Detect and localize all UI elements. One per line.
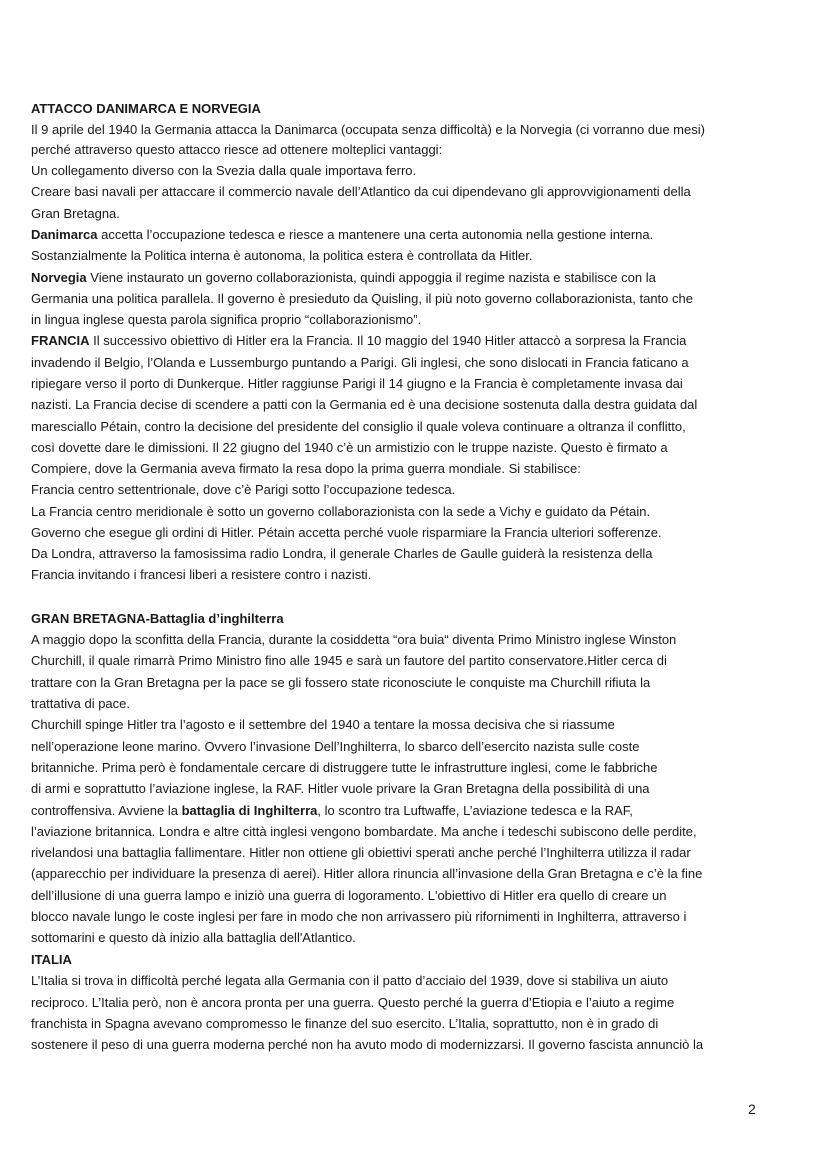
line-text: (apparecchio per individuare la presenza di aerei). Hitler allora rinuncia all’invasione della Gran Bretagna e c’è la fine	[31, 866, 703, 881]
bold-term: Danimarca	[31, 227, 98, 242]
text-line	[31, 995, 674, 1011]
text-line	[31, 546, 652, 562]
line-text: trattare con la Gran Bretagna per la pace se gli fossero state riconosciute le conquiste ma Churchill rifiuta la	[31, 675, 651, 690]
text-line	[31, 419, 686, 435]
line-text: Viene instaurato un governo collaborazionista, quindi appoggia il regime nazista e stabilisce con la	[86, 270, 656, 285]
line-text: L’Italia si trova in difficoltà perché legata alla Germania con il patto d’acciaio del 1939, dove si stabiliva un aiuto	[31, 973, 669, 988]
line-text: perché attraverso questo attacco riesce ad ottenere molteplici vantaggi:	[31, 142, 443, 157]
text-line	[31, 227, 653, 243]
line-text: invadendo il Belgio, l’Olanda e Lussemburgo puntando a Parigi. Gli inglesi, che sono dislocati in Francia faticano a	[31, 355, 689, 370]
bold-term: FRANCIA	[31, 333, 90, 348]
text-line	[31, 696, 130, 712]
section-heading: GRAN BRETAGNA-Battaglia d’inghilterra	[31, 611, 284, 626]
text-line	[31, 845, 691, 861]
line-text: blocco navale lungo le coste inglesi per fare in modo che non arrivassero più rifornimenti in Inghilterra, attraverso i	[31, 909, 687, 924]
line-text: Il successivo obiettivo di Hitler era la Francia. Il 10 maggio del 1940 Hitler attaccò a sorpresa la Francia	[89, 333, 687, 348]
line-text: ripiegare verso il porto di Dunkerque. Hitler raggiunse Parigi il 14 giugno e la Francia è completamente invasa dai	[31, 376, 683, 391]
line-text: Churchill spinge Hitler tra l’agosto e il settembre del 1940 a tentare la mossa decisiva che si riassume	[31, 717, 615, 732]
text-line	[31, 866, 702, 882]
line-text: sottomarini e questo dà inizio alla battaglia dell'Atlantico.	[31, 930, 356, 945]
line-text: rivelandosi una battaglia fallimentare. Hitler non ottiene gli obiettivi sperati anche perché l’Inghilterra utilizza il radar	[31, 845, 691, 860]
line-text: di armi e soprattutto l’aviazione inglese, la RAF. Hitler vuole privare la Gran Bretagna della possibilità di una	[31, 781, 650, 796]
text-line	[31, 675, 650, 691]
line-text: Francia invitando i francesi liberi a resistere contro i nazisti.	[31, 567, 372, 582]
line-text: sostenere il peso di una guerra moderna perché non ha avuto modo di modernizzarsi. Il governo fascista annunciò la	[31, 1037, 704, 1052]
line-text: dell’illusione di una guerra lampo e iniziò una guerra di logoramento. L'obiettivo di Hitler era quello di creare un	[31, 888, 667, 903]
line-text: Da Londra, attraverso la famosissima radio Londra, il generale Charles de Gaulle guiderà la resistenza della	[31, 546, 653, 561]
text-line	[31, 312, 421, 328]
text-line	[31, 824, 697, 840]
text-line	[31, 909, 686, 925]
text-line	[31, 888, 667, 904]
line-text: Gran Bretagna.	[31, 206, 120, 221]
text-line	[31, 482, 455, 498]
line-text: Un collegamento diverso con la Svezia dalla quale importava ferro.	[31, 163, 417, 178]
text-line	[31, 781, 650, 797]
line-text: in lingua inglese questa parola significa proprio “collaborazionismo”.	[31, 312, 422, 327]
line-text: La Francia centro meridionale è sotto un governo collaborazionista con la sede a Vichy e guidato da Pétain.	[31, 504, 651, 519]
text-line	[31, 397, 697, 413]
text-line	[31, 504, 650, 520]
line-text: Il 9 aprile del 1940 la Germania attacca la Danimarca (occupata senza difficoltà) e la Norvegia (ci vorranno due mesi)	[31, 122, 705, 137]
line-text: l’aviazione britannica. Londra e altre città inglesi vengono bombardate. Ma anche i tedeschi subiscono delle perdite,	[31, 824, 697, 839]
text-line	[31, 973, 668, 989]
text-line	[31, 1016, 658, 1032]
text-line	[31, 653, 667, 669]
text-line	[31, 739, 639, 755]
line-text: Governo che esegue gli ordini di Hitler. Pétain accetta perché vuole risparmiare la Francia ulteriori sofferenze.	[31, 525, 662, 540]
text-line	[31, 567, 371, 583]
text-line	[31, 376, 683, 392]
section-heading: ATTACCO DANIMARCA E NORVEGIA	[31, 101, 261, 116]
line-text: britanniche. Prima però è fondamentale cercare di distruggere tutte le infrastrutture inglesi, come le fabbriche	[31, 760, 658, 775]
text-line	[31, 142, 442, 158]
bold-term: Norvegia	[31, 270, 87, 285]
text-line	[31, 1037, 703, 1053]
text-line	[31, 440, 668, 456]
line-text: Compiere, dove la Germania aveva firmato la resa dopo la prima guerra mondiale. Si stabilisce:	[31, 461, 581, 476]
text-line	[31, 717, 615, 733]
page-number: 2	[748, 1101, 756, 1117]
text-line	[31, 525, 662, 541]
text-line	[31, 803, 633, 819]
text-line	[31, 760, 658, 776]
line-text: maresciallo Pétain, contro la decisione del presidente del consiglio il quale voleva continuare a oltranza il conflitto,	[31, 419, 686, 434]
text-line	[31, 270, 656, 286]
bold-term: battaglia di Inghilterra	[181, 803, 318, 818]
text-line	[31, 333, 686, 349]
line-text: nell’operazione leone marino. Ovvero l’invasione Dell’Inghilterra, lo sbarco dell’esercito nazista sulle coste	[31, 739, 640, 754]
line-text: controffensiva. Avviene la	[31, 803, 182, 818]
text-line	[31, 163, 416, 179]
line-text: Germania una politica parallela. Il governo è presieduto da Quisling, il più noto governo collaborazionista, tanto che	[31, 291, 693, 306]
line-text: accetta l’occupazione tedesca e riesce a mantenere una certa autonomia nella gestione interna.	[97, 227, 654, 242]
text-line	[31, 632, 676, 648]
text-line	[31, 461, 581, 477]
text-line	[31, 291, 693, 307]
line-text: A maggio dopo la sconfitta della Francia, durante la cosiddetta “ora buia“ diventa Primo Ministro inglese Winston	[31, 632, 677, 647]
text-line	[31, 122, 705, 138]
line-text: , lo scontro tra Luftwaffe, L’aviazione tedesca e la RAF,	[317, 803, 633, 818]
line-text: Francia centro settentrionale, dove c’è Parigi sotto l’occupazione tedesca.	[31, 482, 456, 497]
line-text: trattativa di pace.	[31, 696, 130, 711]
text-line	[31, 248, 533, 264]
text-line	[31, 184, 691, 200]
line-text: nazisti. La Francia decise di scendere a patti con la Germania ed è una decisione sostenuta dalla destra guidata dal	[31, 397, 698, 412]
text-line	[31, 355, 689, 371]
line-text: Sostanzialmente la Politica interna è autonoma, la politica estera è controllata da Hitler.	[31, 248, 533, 263]
line-text: Creare basi navali per attaccare il commercio navale dell’Atlantico da cui dipendevano gli approvvigionamenti della	[31, 184, 691, 199]
text-line	[31, 206, 120, 222]
section-heading: ITALIA	[31, 952, 72, 967]
line-text: franchista in Spagna avevano compromesso le finanze del suo esercito. L’Italia, soprattutto, non è in grado di	[31, 1016, 659, 1031]
line-text: reciproco. L’Italia però, non è ancora pronta per una guerra. Questo perché la guerra d’Etiopia e l’aiuto a regime	[31, 995, 675, 1010]
line-text: Churchill, il quale rimarrà Primo Ministro fino alle 1945 e sarà un fautore del partito conservatore.Hitler cerca di	[31, 653, 667, 668]
line-text: così dovette dare le dimissioni. Il 22 giugno del 1940 c’è un armistizio con le truppe naziste. Questo è firmato a	[31, 440, 668, 455]
text-line	[31, 930, 356, 946]
